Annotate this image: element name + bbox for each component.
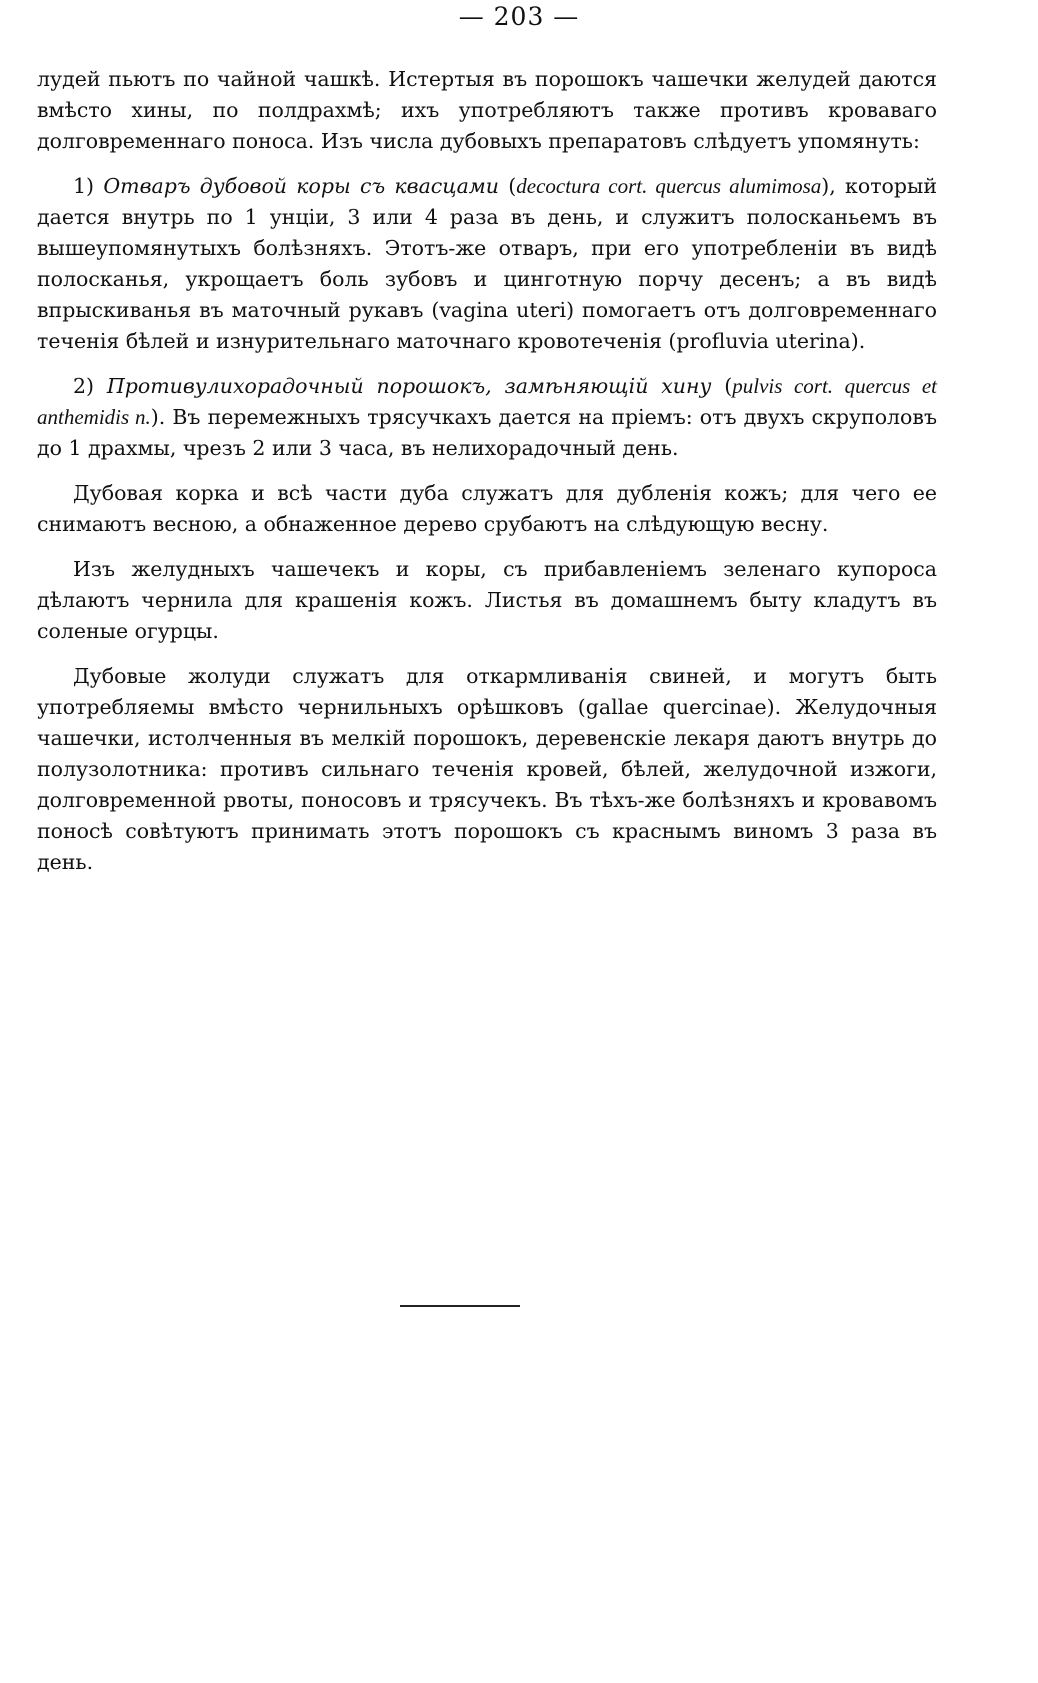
paragraph-tanning: Дубовая корка и всѣ части дуба служатъ для дубленія кожъ; для чего ее снимаютъ весною, а обнаженное дерево срубаютъ на слѣдующую весну.: [37, 481, 937, 536]
item-body: Въ перемежныхъ трясучкахъ дается на пріемъ: отъ двухъ скруполовъ до 1 драхмы, чрезъ 2 или 3 часа, въ нелихорадочный день.: [37, 405, 937, 460]
item-title-russian: Отваръ дубовой коры съ квасцами: [103, 174, 499, 198]
latin-close-paren: ),: [821, 174, 836, 198]
item-title-russian: Противулихорадочный порошокъ, замѣняющій хину: [106, 374, 712, 398]
paragraph-antifever-powder: [37, 371, 937, 464]
latin-open-paren: (: [711, 374, 733, 398]
paragraph-decoction: [37, 171, 937, 357]
paragraph-continuation: лудей пьютъ по чайной чашкѣ. Истертыя въ порошокъ чашечки желудей даются вмѣсто хины, по полдрахмѣ; ихъ употребляютъ также противъ кроваваго долговременнаго поноса. Изъ числа дубовыхъ препаратовъ слѣдуетъ упомянуть:: [37, 67, 937, 153]
paragraph-acorns: Дубовые жолуди служатъ для откармливанія свиней, и могутъ быть употребляемы вмѣсто чернильныхъ орѣшковъ (gallae quercinae). Желудочныя чашечки, истолченныя въ мелкій порошокъ, деревенскіе лекаря даютъ внутрь до полузолотника: противъ сильнаго теченія кровей, бѣлей, желудочной изжоги, долговременной рвоты, поносовъ и трясучекъ. Въ тѣхъ-же болѣзняхъ и кровавомъ поносѣ совѣтуютъ принимать этотъ порошокъ съ краснымъ виномъ 3 раза въ день.: [37, 664, 937, 874]
item-body: который дается внутрь по 1 унціи, 3 или 4 раза въ день, и служитъ полосканьемъ въ вышеупомянутыхъ болѣзняхъ. Этотъ-же отваръ, при его употребленіи въ видѣ полосканья, укрощаетъ боль зубовъ и цинготную порчу десенъ; а въ видѣ впрыскиванья въ маточный рукавъ (vagina uteri) помогаетъ отъ долговременнаго теченія бѣлей и изнурительнаго маточнаго кровотеченія (profluvia uterina).: [37, 174, 937, 353]
item-number: 1): [73, 174, 104, 198]
paragraph-ink: Изъ желудныхъ чашечекъ и коры, съ прибавленіемъ зеленаго купороса дѣлаютъ чернила для крашенія кожъ. Листья въ домашнемъ быту кладутъ въ соленые огурцы.: [37, 557, 937, 643]
item-number: 2): [73, 374, 107, 398]
latin-close-paren: ).: [150, 405, 166, 429]
section-end-rule: [400, 1305, 520, 1307]
body-text: [37, 64, 937, 878]
latin-open-paren: (: [499, 174, 517, 198]
item-title-latin: decoctura cort. quercus alumimosa: [516, 174, 822, 198]
item-title-latin: pulvis cort. quercus et anthemidis n.: [37, 374, 938, 429]
page-number: — 203 —: [458, 2, 580, 31]
